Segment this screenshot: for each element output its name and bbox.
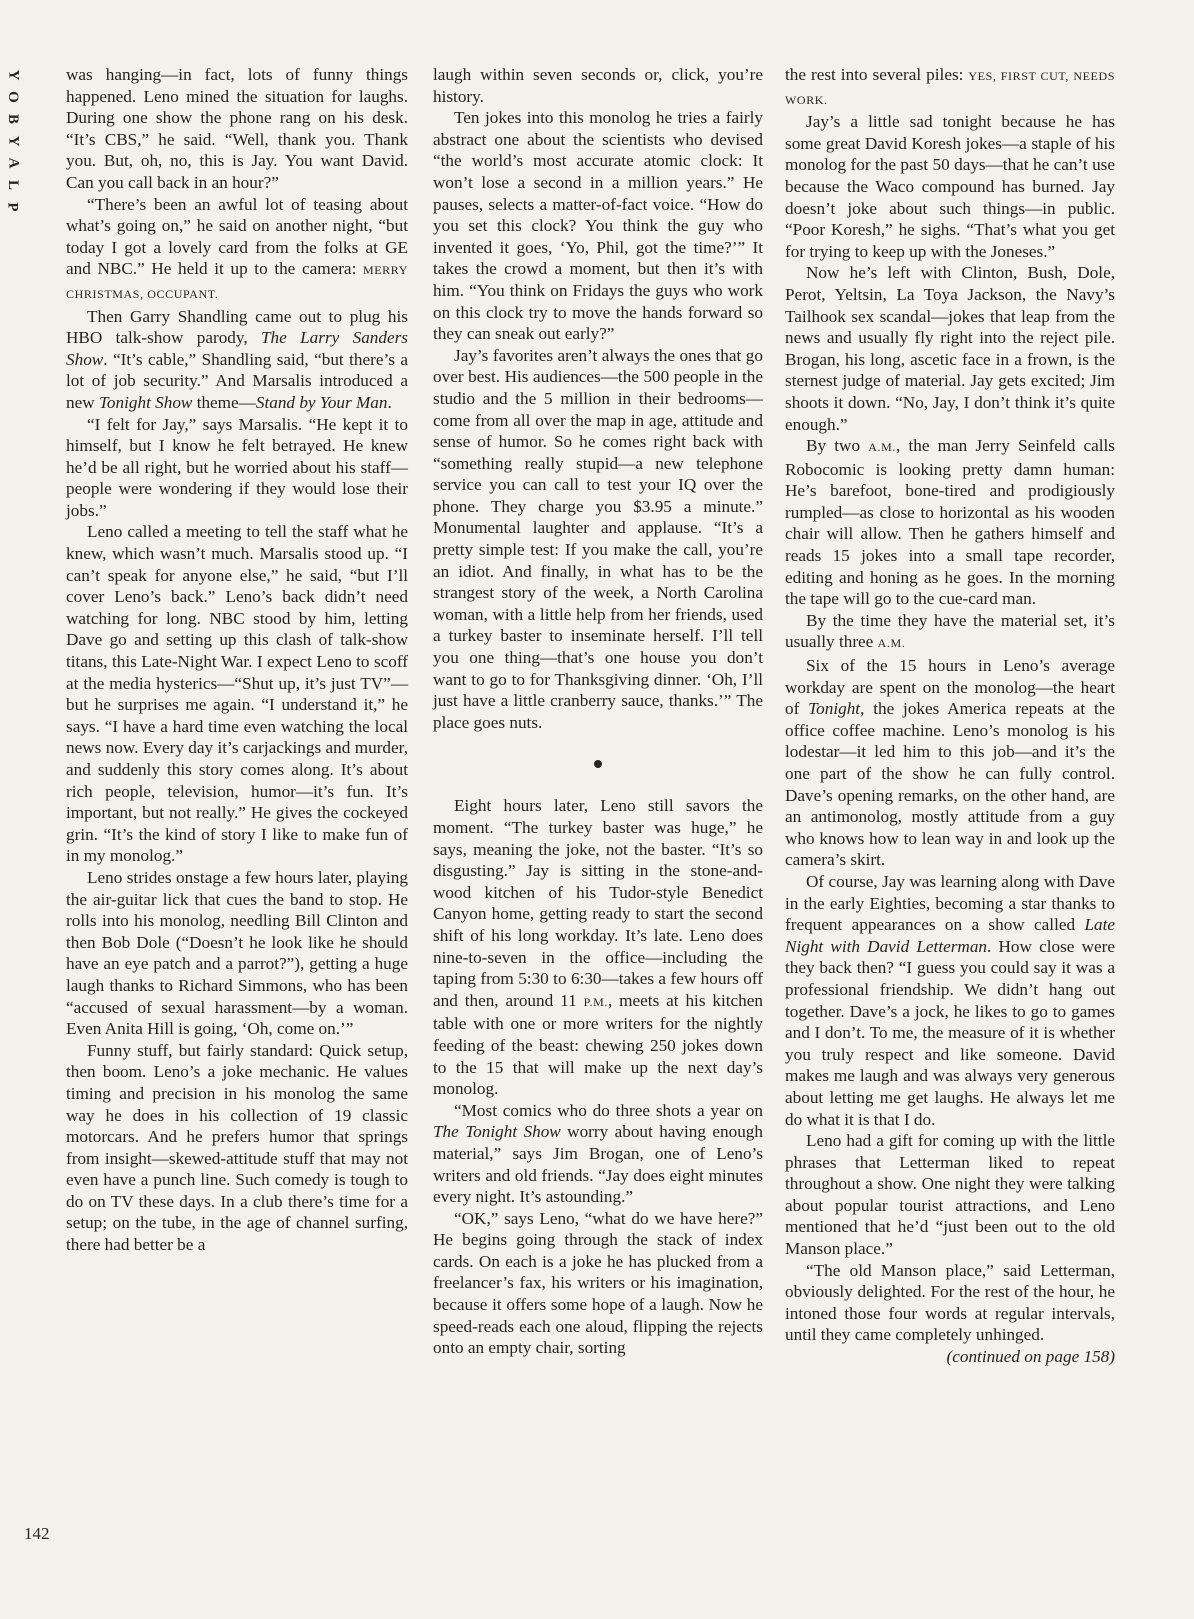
masthead-letter: L <box>4 179 21 191</box>
paragraph: Jay’s a little sad tonight because he has some great David Koresh jokes—a staple of his monolog for the past 50 days—that he can’t use because the Waco compound has burned. Jay doesn’t joke about such things—in public. “Poor Koresh,” he sighs. “That’s what you get for trying to keep up with the Joneses.” <box>785 112 1115 261</box>
masthead-letter: B <box>4 113 21 125</box>
continued-note: (continued on page 158) <box>946 1347 1115 1367</box>
magazine-name-vertical <box>0 64 26 218</box>
paragraph: laugh within seven seconds or, click, you’re history. <box>433 65 763 106</box>
card-text: MERRY CHRISTMAS, OCCUPANT. <box>66 263 408 301</box>
paragraph: the rest into several piles: YES, FIRST CUT, NEEDS WORK. <box>785 65 1115 107</box>
pile-labels: YES, FIRST CUT, NEEDS WORK. <box>785 69 1115 107</box>
paragraph: Then Garry Shandling came out to plug his HBO talk-show parody, The Larry Sanders Show. “It’s cable,” Shandling said, “but there’s a lot of job security.” And Marsalis introduced a new Tonight Show theme—Stand by Your Man. <box>66 306 408 412</box>
masthead-letter: O <box>4 91 21 103</box>
section-break <box>433 733 763 795</box>
article-column-1 <box>66 64 408 1256</box>
article-column-2 <box>433 64 763 1359</box>
bullet-icon <box>594 760 602 768</box>
paragraph: Eight hours later, Leno still savors the moment. “The turkey baster was huge,” he says, meaning the joke, not the baster. “It’s so disgusting.” Jay is sitting in the stone-and-wood kitchen of his Tudor-style Benedict Canyon home, getting ready to start the second shift of his long workday. It’s late. Leno does nine-to-seven in the office—including the taping from 5:30 to 6:30—takes a few hours off and then, around 11 P.M., meets at his kitchen table with one or more writers for the nightly feeding of the beast: chewing 250 jokes down to the 15 that will make up the next day’s monolog. <box>433 796 763 1099</box>
paragraph: By the time they have the material set, it’s usually three A.M. <box>785 610 1115 652</box>
paragraph: Leno had a gift for coming up with the little phrases that Letterman liked to repeat throughout a show. One night they were talking about popular tourist attractions, and Leno mentioned that he’d “just been out to the old Manson place.” <box>785 1131 1115 1259</box>
song-title: Stand by Your Man <box>255 392 388 412</box>
show-title: Tonight Show <box>98 392 193 412</box>
show-title: Late Night with David Letterman <box>785 915 1115 956</box>
paragraph: “I felt for Jay,” says Marsalis. “He kept it to himself, but I know he felt betrayed. He knew he’d be all right, but he worried about his staff—people were wondering if they would lose their jobs.” <box>66 414 408 520</box>
show-title: The Larry Sanders Show <box>66 328 408 369</box>
paragraph: “There’s been an awful lot of teasing about what’s going on,” he said on another night, “but today I got a lovely card from the folks at GE and NBC.” He held it up to the camera: MERRY CHRISTMAS, OCCUPANT. <box>66 194 408 301</box>
paragraph: Leno strides onstage a few hours later, playing the air-guitar lick that cues the band to stop. He rolls into his monolog, needling Bill Clinton and then Bob Dole (“Doesn’t he look like he should have an eye patch and a parrot?”), getting a huge laugh thanks to Richard Simmons, who has been “accused of sexual harassment—by a woman. Even Anita Hill is going, ‘Oh, come on.’” <box>66 867 408 1039</box>
masthead-letter: Y <box>5 69 21 81</box>
paragraph: Funny stuff, but fairly standard: Quick setup, then boom. Leno’s a joke mechanic. He values timing and precision in his monolog the same way he does in his collection of 19 classic motorcars. And he prefers humor that springs from insight—skewed-attitude stuff that may not even have a punch line. Such comedy is tough to do on TV these days. In a club there’s time for a setup; on the tube, in the age of channel surfing, there had better be a <box>66 1040 408 1255</box>
paragraph: “Most comics who do three shots a year on The Tonight Show worry about having enough material,” says Jim Brogan, one of Leno’s writers and old friends. “Jay does eight minutes every night. It’s astounding.” <box>433 1100 763 1207</box>
paragraph: Six of the 15 hours in Leno’s average workday are spent on the monolog—the heart of Tonight, the jokes America repeats at the office coffee machine. Leno’s monolog is his lodestar—it led him to this job—and it’s the one part of the show he can fully control. Dave’s opening remarks, on the other hand, are an antimonolog, mostly attitude from a guy who knows how to lean way in and look up the camera’s skirt. <box>785 656 1115 870</box>
paragraph: Leno called a meeting to tell the staff what he knew, which wasn’t much. Marsalis stood up. “I can’t speak for anyone else,” he said, “but I’ll cover Leno’s back.” Leno’s back didn’t need watching for long. NBC stood by him, letting Dave go and setting up this clash of talk-show titans, this Late-Night War. I expect Leno to scoff at the media hysterics—“Shut up, it’s just TV”—but he surprises me again. “I understand it,” he says. “I have a hard time even watching the local news now. Every day it’s carjackings and murder, and suddenly this story comes along. It’s about rich people, television, humor—it’s fun. It’s important, but not really.” He gives the cockeyed grin. “It’s the kind of story I like to make fun of in my monolog.” <box>66 522 408 866</box>
paragraph: was hanging—in fact, lots of funny things happened. Leno mined the situation for laughs. During one show the phone rang on his desk. “It’s CBS,” he said. “Well, thank you. Thank you. But, oh, no, this is Jay. You want David. Can you call back in an hour?” <box>66 65 408 192</box>
paragraph: “The old Manson place,” said Letterman, obviously delighted. For the rest of the hour, he intoned those four words at regular intervals, until they came completely unhinged. <box>785 1260 1115 1345</box>
paragraph: Ten jokes into this monolog he tries a fairly abstract one about the scientists who devised “the world’s most accurate atomic clock: It won’t lose a second in a million years.” He pauses, selects a matter-of-fact voice. “How do you set this clock? You think the guy who invented it goes, ‘Yo, Phil, got the time?’” It takes the crowd a moment, but then it’s with him. “You think on Fridays the guys who work on this clock try to move the hands forward so they can sneak out early?” <box>433 108 763 344</box>
paragraph: Now he’s left with Clinton, Bush, Dole, Perot, Yeltsin, La Toya Jackson, the Navy’s Tailhook sex scandal—jokes that leap from the news and usually fly right into the reject pile. Brogan, his long, ascetic face in a frown, is the sternest judge of material. Jay gets excited; Jim shoots it down. “No, Jay, I don’t think it’s quite enough.” <box>785 263 1115 434</box>
paragraph: Of course, Jay was learning along with Dave in the early Eighties, becoming a star thanks to frequent appearances on a show called Late Night with David Letterman. How close were they back then? “I guess you could say it was a professional friendship. We didn’t hang out together. Dave’s a jock, he likes to go to games and I don’t. To me, the measure of it is whether you truly respect and like someone. David makes me laugh and was always very generous about letting me get laughs. He always let me do what it is that I do. <box>785 871 1115 1129</box>
page-number: 142 <box>24 1524 50 1543</box>
show-title: The Tonight Show <box>433 1122 561 1142</box>
masthead-letter: P <box>4 202 21 212</box>
paragraph: By two A.M., the man Jerry Seinfeld calls Robocomic is looking pretty damn human: He’s barefoot, bone-tired and prodigiously rumpled—as close to horizontal as his wooden chair will allow. Then he gathers himself and reads 15 jokes into a small tape recorder, editing and honing as he goes. In the morning the tape will go to the cue-card man. <box>785 436 1115 609</box>
show-title: Tonight <box>808 699 861 719</box>
paragraph: Jay’s favorites aren’t always the ones that go over best. His audiences—the 500 people in the studio and the 5 million in their bedrooms—come from all over the map in age, attitude and sense of humor. So he comes right back with “something really stupid—a new telephone service you can call to test your IQ over the phone. They charge you $3.95 a minute.” Monumental laughter and applause. “It’s a pretty simple test: If you make the call, you’re an idiot. And finally, in what has to be the strangest story of the week, a North Carolina woman, with a little help from her friends, used a turkey baster to inseminate herself. I’ll tell you one thing—that’s one house you don’t want to go to for Thanksgiving dinner. ‘Oh, I’ll just have a little cranberry sauce, thanks.’” The place goes nuts. <box>433 345 763 732</box>
masthead-letter: Y <box>5 135 21 147</box>
paragraph: “OK,” says Leno, “what do we have here?” He begins going through the stack of index cards. On each is a joke he has plucked from a freelancer’s fax, his writers or his imagination, because it offers some hope of a laugh. Now he speed-reads each one aloud, flipping the rejects onto an empty chair, sorting <box>433 1208 763 1358</box>
masthead-letter: A <box>5 157 21 169</box>
article-column-3 <box>785 64 1115 1368</box>
